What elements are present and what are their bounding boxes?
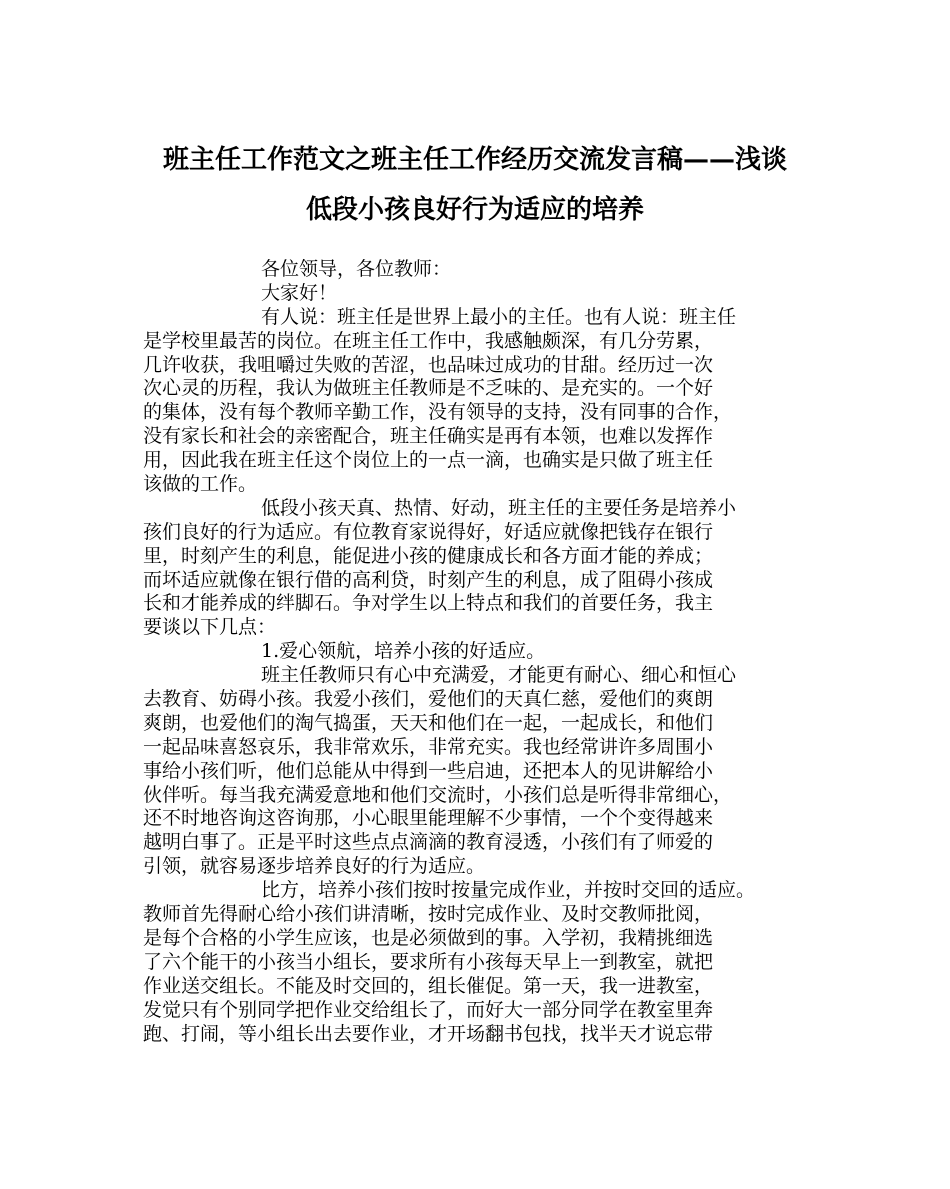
body-text-line: 大家好！ — [261, 281, 338, 304]
body-text-line: 的集体，没有每个教师辛勤工作，没有领导的支持，没有同事的合作， — [143, 401, 733, 424]
body-text-line: 低段小孩天真、热情、好动，班主任的主要任务是培养小 — [261, 496, 737, 519]
body-text-line: 去教育、妨碍小孩。我爱小孩们，爱他们的天真仁慈，爱他们的爽朗 — [143, 688, 714, 711]
body-text-line: 次心灵的历程，我认为做班主任教师是不乏味的、是充实的。一个好 — [143, 377, 714, 400]
title-line: 低段小孩良好行为适应的培养 — [305, 195, 644, 225]
body-text-line: 几许收获，我咀嚼过失败的苦涩，也品味过成功的甘甜。经历过一次 — [143, 353, 714, 376]
body-text-line: 是学校里最苦的岗位。在班主任工作中，我感触颇深，有几分劳累， — [143, 329, 714, 352]
document-title — [120, 135, 830, 235]
body-text-line: 没有家长和社会的亲密配合，班主任确实是再有本领，也难以发挥作 — [143, 425, 714, 448]
body-text-line: 发觉只有个别同学把作业交给组长了，而好大一部分同学在教室里奔 — [143, 998, 714, 1021]
body-text-line: 引领，就容易逐步培养良好的行为适应。 — [143, 855, 486, 878]
title-line: 班主任工作范文之班主任工作经历交流发言稿——浅谈 — [162, 145, 787, 175]
body-text-line: 伙伴听。每当我充满爱意地和他们交流时，小孩们总是听得非常细心， — [143, 783, 733, 806]
body-text-line: 作业送交组长。不能及时交回的，组长催促。第一天，我一进教室， — [143, 974, 714, 997]
body-text-line: 各位领导，各位教师： — [261, 258, 452, 280]
body-text-line: 是每个合格的小学生应该，也是必须做到的事。入学初，我精挑细选 — [143, 926, 714, 949]
body-text-line: 有人说：班主任是世界上最小的主任。也有人说：班主任 — [261, 305, 737, 328]
body-text-line: 1.爱心领航，培养小孩的好适应。 — [261, 640, 546, 663]
body-text-line: 事给小孩们听，他们总能从中得到一些启迪，还把本人的见讲解给小 — [143, 759, 714, 782]
body-text-line: 而坏适应就像在银行借的高利贷，时刻产生的利息，成了阻碍小孩成 — [143, 568, 714, 591]
body-text-line: 孩们良好的行为适应。有位教育家说得好，好适应就像把钱存在银行 — [143, 520, 714, 543]
document-body — [143, 258, 833, 1046]
body-text-line: 用，因此我在班主任这个岗位上的一点一滴，也确实是只做了班主任 — [143, 449, 714, 472]
body-text-line: 比方，培养小孩们按时按量完成作业，并按时交回的适应。 — [261, 879, 756, 902]
body-text-line: 长和才能养成的绊脚石。争对学生以上特点和我们的首要任务，我主 — [143, 592, 714, 615]
body-text-line: 还不时地咨询这咨询那，小心眼里能理解不少事情，一个个变得越来 — [143, 807, 714, 830]
body-text-line: 跑、打闹，等小组长出去要作业，才开场翻书包找，找半天才说忘带 — [143, 1022, 714, 1045]
body-text-line: 越明白事了。正是平时这些点点滴滴的教育浸透，小孩们有了师爱的 — [143, 831, 714, 854]
body-text-line: 里，时刻产生的利息，能促进小孩的健康成长和各方面才能的养成； — [143, 544, 714, 567]
body-text-line: 要谈以下几点： — [143, 616, 277, 639]
body-text-line: 一起品味喜怒哀乐，我非常欢乐，非常充实。我也经常讲许多周围小 — [143, 735, 714, 758]
body-text-line: 了六个能干的小孩当小组长，要求所有小孩每天早上一到教室，就把 — [143, 950, 714, 973]
body-text-line: 班主任教师只有心中充满爱，才能更有耐心、细心和恒心 — [261, 664, 737, 687]
body-text-line: 爽朗，也爱他们的淘气捣蛋，天天和他们在一起，一起成长，和他们 — [143, 711, 714, 734]
body-text-line: 该做的工作。 — [143, 473, 258, 496]
body-text-line: 教师首先得耐心给小孩们讲清晰，按时完成作业、及时交教师批阅， — [143, 903, 714, 926]
